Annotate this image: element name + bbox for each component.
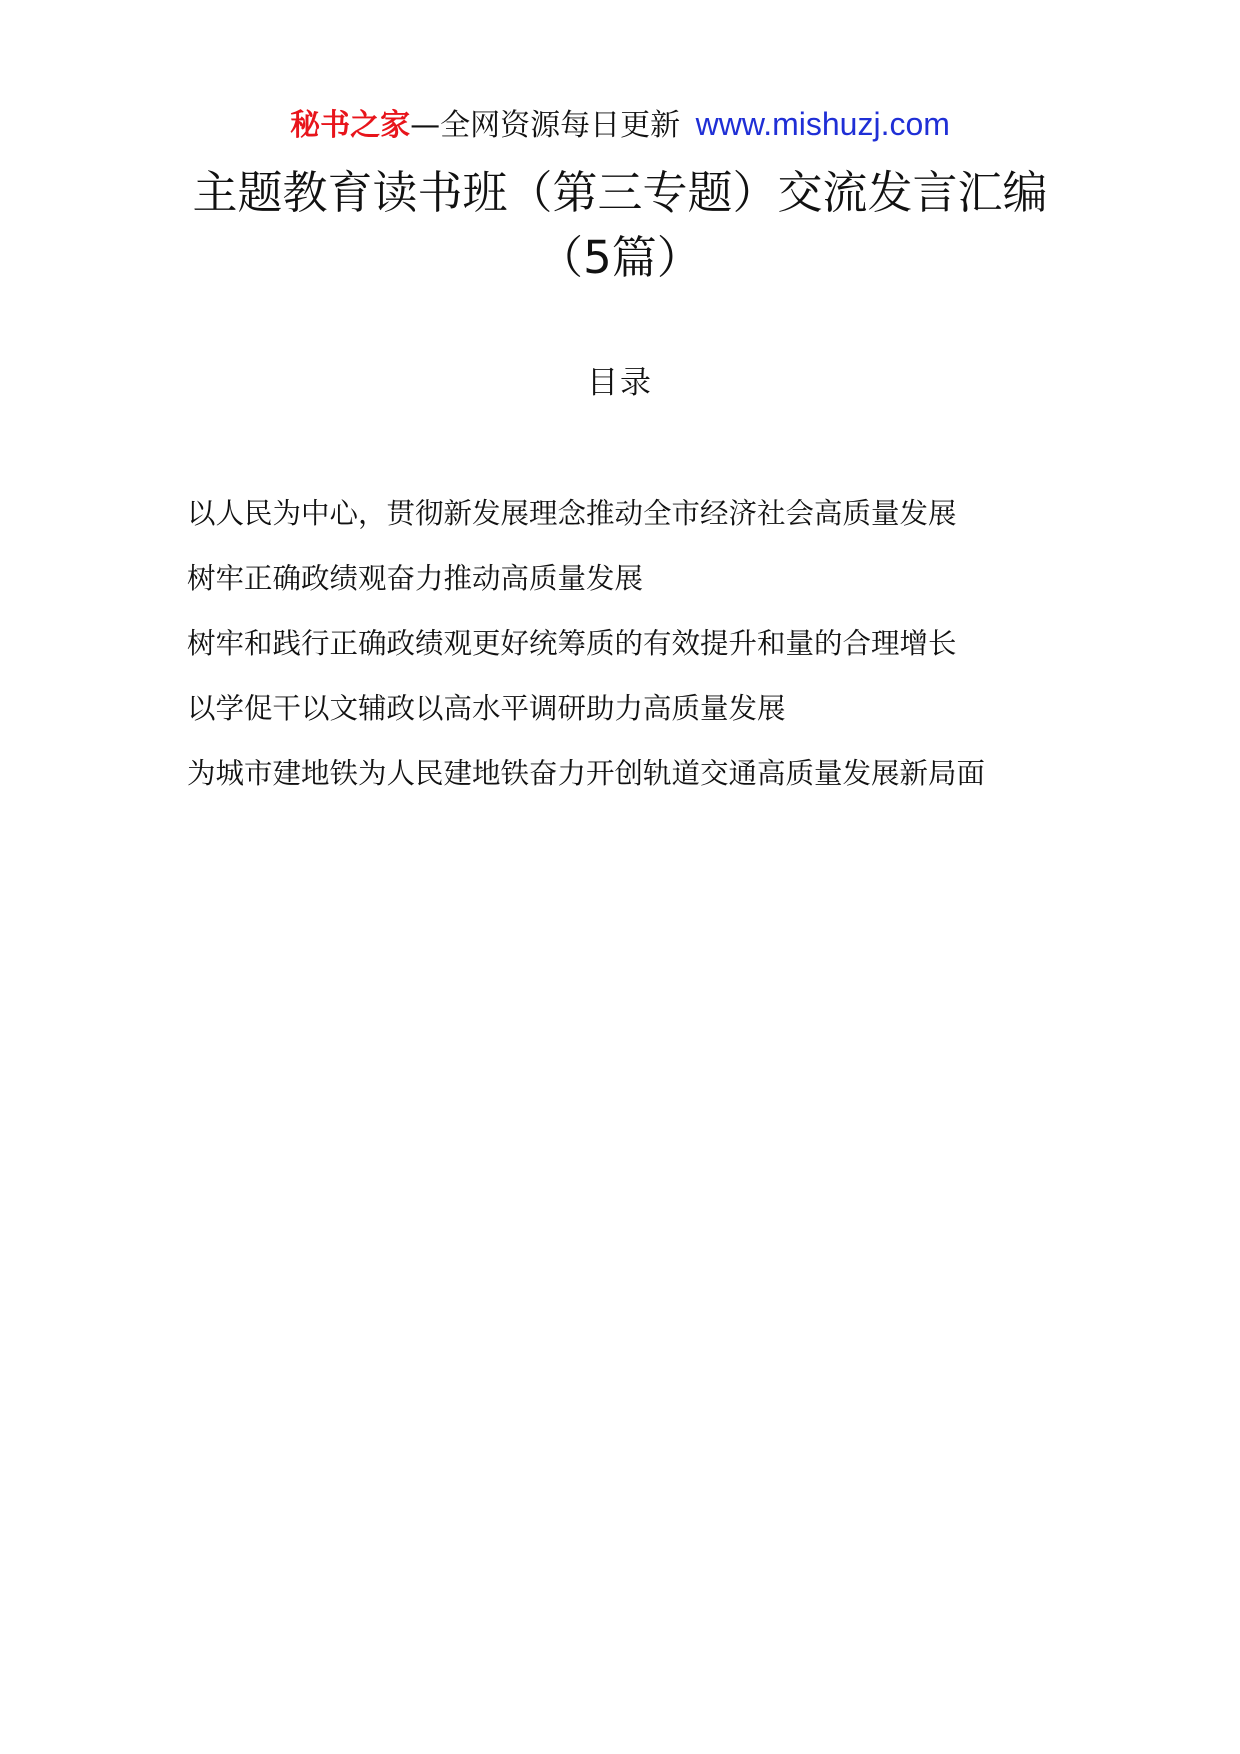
brand-slogan: —全网资源每日更新 (410, 108, 681, 143)
toc-heading: 目录 (587, 365, 653, 401)
toc-item[interactable]: 树牢和践行正确政绩观更好统筹质的有效提升和量的合理增长 (187, 627, 957, 660)
toc-item[interactable]: 以学促干以文辅政以高水平调研助力高质量发展 (187, 692, 786, 725)
site-url-link[interactable]: www.mishuzj.com (695, 106, 950, 142)
document-title: 主题教育读书班（第三专题）交流发言汇编（5篇） (192, 166, 1048, 284)
site-banner (0, 104, 1240, 146)
toc-item[interactable]: 为城市建地铁为人民建地铁奋力开创轨道交通高质量发展新局面 (187, 757, 986, 790)
table-of-contents (187, 494, 1087, 819)
toc-item[interactable]: 以人民为中心，贯彻新发展理念推动全市经济社会高质量发展 (187, 497, 957, 530)
toc-item[interactable]: 树牢正确政绩观奋力推动高质量发展 (187, 562, 644, 595)
brand-name: 秘书之家 (290, 108, 411, 143)
